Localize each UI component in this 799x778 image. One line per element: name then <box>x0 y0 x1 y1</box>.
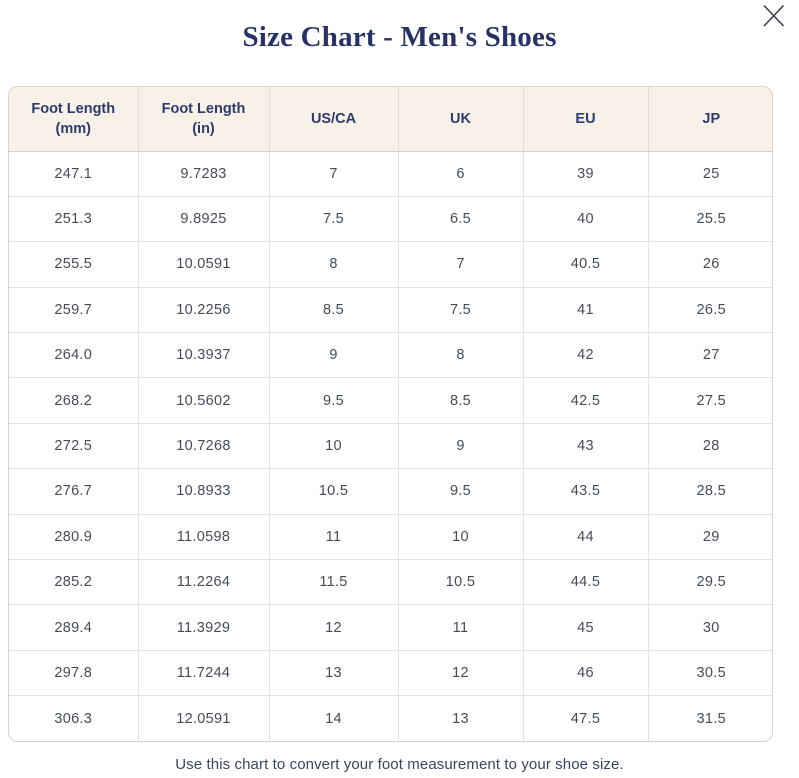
table-cell: 285.2 <box>9 560 138 605</box>
table-cell: 31.5 <box>648 696 773 741</box>
table-cell: 42.5 <box>523 378 648 423</box>
table-cell: 28.5 <box>648 469 773 514</box>
table-cell: 47.5 <box>523 696 648 741</box>
table-cell: 11.5 <box>269 560 398 605</box>
table-cell: 7 <box>398 242 523 287</box>
table-cell: 289.4 <box>9 605 138 650</box>
table-cell: 10.2256 <box>138 287 269 332</box>
table-cell: 9.8925 <box>138 196 269 241</box>
table-cell: 7.5 <box>269 196 398 241</box>
table-cell: 27 <box>648 333 773 378</box>
table-row <box>9 650 773 695</box>
table-row <box>9 696 773 741</box>
table-cell: 8 <box>269 242 398 287</box>
size-chart-table <box>9 87 773 741</box>
table-cell: 12.0591 <box>138 696 269 741</box>
close-icon <box>760 2 787 29</box>
table-cell: 30 <box>648 605 773 650</box>
page-title: Size Chart - Men's Shoes <box>242 21 557 53</box>
table-row <box>9 287 773 332</box>
table-cell: 10.8933 <box>138 469 269 514</box>
table-cell: 40 <box>523 196 648 241</box>
table-cell: 11.7244 <box>138 650 269 695</box>
footer-note: Use this chart to convert your foot measurement to your shoe size. <box>175 756 624 774</box>
table-cell: 42 <box>523 333 648 378</box>
table-cell: 12 <box>269 605 398 650</box>
table-cell: 7.5 <box>398 287 523 332</box>
table-cell: 41 <box>523 287 648 332</box>
table-cell: 10 <box>269 423 398 468</box>
table-cell: 29 <box>648 514 773 559</box>
table-row <box>9 514 773 559</box>
table-cell: 46 <box>523 650 648 695</box>
table-cell: 12 <box>398 650 523 695</box>
column-header-eu: EU <box>523 87 648 151</box>
table-cell: 9 <box>269 333 398 378</box>
table-cell: 6 <box>398 151 523 196</box>
table-cell: 280.9 <box>9 514 138 559</box>
table-cell: 247.1 <box>9 151 138 196</box>
table-row <box>9 605 773 650</box>
table-row <box>9 378 773 423</box>
table-cell: 6.5 <box>398 196 523 241</box>
table-cell: 8.5 <box>398 378 523 423</box>
table-cell: 272.5 <box>9 423 138 468</box>
table-cell: 251.3 <box>9 196 138 241</box>
table-cell: 10.5 <box>269 469 398 514</box>
table-cell: 10.0591 <box>138 242 269 287</box>
table-cell: 43 <box>523 423 648 468</box>
table-cell: 10 <box>398 514 523 559</box>
table-row <box>9 242 773 287</box>
table-cell: 10.5602 <box>138 378 269 423</box>
table-cell: 306.3 <box>9 696 138 741</box>
table-cell: 11.3929 <box>138 605 269 650</box>
table-cell: 39 <box>523 151 648 196</box>
table-body <box>9 151 773 741</box>
table-cell: 10.3937 <box>138 333 269 378</box>
table-cell: 9.5 <box>269 378 398 423</box>
table-cell: 13 <box>269 650 398 695</box>
table-cell: 44 <box>523 514 648 559</box>
column-header-foot-length-in: Foot Length (in) <box>138 87 269 151</box>
table-cell: 9.5 <box>398 469 523 514</box>
table-cell: 11.2264 <box>138 560 269 605</box>
table-cell: 10.7268 <box>138 423 269 468</box>
table-cell: 25.5 <box>648 196 773 241</box>
table-cell: 45 <box>523 605 648 650</box>
table-cell: 25 <box>648 151 773 196</box>
table-cell: 29.5 <box>648 560 773 605</box>
table-row <box>9 151 773 196</box>
table-row <box>9 196 773 241</box>
table-cell: 11 <box>398 605 523 650</box>
table-cell: 13 <box>398 696 523 741</box>
column-header-uk: UK <box>398 87 523 151</box>
table-cell: 276.7 <box>9 469 138 514</box>
table-cell: 7 <box>269 151 398 196</box>
close-button[interactable] <box>759 1 787 29</box>
table-cell: 43.5 <box>523 469 648 514</box>
table-cell: 9.7283 <box>138 151 269 196</box>
table-cell: 8 <box>398 333 523 378</box>
table-cell: 259.7 <box>9 287 138 332</box>
table-cell: 264.0 <box>9 333 138 378</box>
table-cell: 30.5 <box>648 650 773 695</box>
table-cell: 44.5 <box>523 560 648 605</box>
table-cell: 9 <box>398 423 523 468</box>
table-cell: 27.5 <box>648 378 773 423</box>
table-cell: 40.5 <box>523 242 648 287</box>
table-cell: 255.5 <box>9 242 138 287</box>
table-cell: 8.5 <box>269 287 398 332</box>
table-cell: 26 <box>648 242 773 287</box>
table-row <box>9 333 773 378</box>
column-header-us-ca: US/CA <box>269 87 398 151</box>
table-cell: 268.2 <box>9 378 138 423</box>
table-row <box>9 423 773 468</box>
column-header-foot-length-mm: Foot Length (mm) <box>9 87 138 151</box>
table-cell: 10.5 <box>398 560 523 605</box>
table-cell: 11 <box>269 514 398 559</box>
table-cell: 297.8 <box>9 650 138 695</box>
table-row <box>9 560 773 605</box>
table-cell: 14 <box>269 696 398 741</box>
size-chart-table-container <box>8 86 773 742</box>
table-cell: 11.0598 <box>138 514 269 559</box>
table-row <box>9 469 773 514</box>
table-cell: 26.5 <box>648 287 773 332</box>
column-header-jp: JP <box>648 87 773 151</box>
table-cell: 28 <box>648 423 773 468</box>
table-header-row <box>9 87 773 151</box>
